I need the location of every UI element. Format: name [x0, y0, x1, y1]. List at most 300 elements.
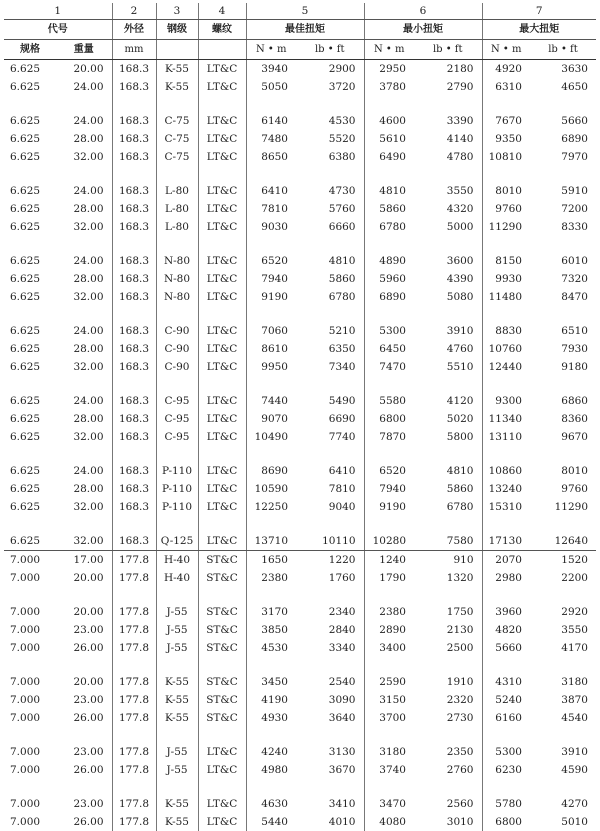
spacer-cell — [296, 376, 364, 392]
cell-opt-lbft: 6350 — [296, 340, 364, 358]
spacer-cell — [198, 516, 246, 532]
cell-weight: 24.00 — [56, 392, 112, 410]
cell-max-lbft: 11290 — [530, 498, 596, 516]
spacer-cell — [4, 516, 56, 532]
cell-max-lbft: 6890 — [530, 130, 596, 148]
cell-max-lbft: 3910 — [530, 743, 596, 761]
group-spacer — [4, 727, 596, 743]
cell-min-lbft: 1320 — [414, 569, 482, 587]
cell-opt-nm: 6140 — [246, 112, 296, 130]
table-row — [4, 795, 596, 813]
table-row — [4, 603, 596, 621]
cell-min-lbft: 3010 — [414, 813, 482, 831]
cell-opt-nm: 4980 — [246, 761, 296, 779]
cell-grade: C-75 — [156, 130, 198, 148]
cell-opt-lbft: 10110 — [296, 532, 364, 551]
cell-size: 6.625 — [4, 340, 56, 358]
cell-min-lbft: 5860 — [414, 480, 482, 498]
cell-thread: ST&C — [198, 691, 246, 709]
spacer-cell — [364, 587, 414, 603]
spacer-cell — [482, 376, 530, 392]
cell-opt-lbft: 6660 — [296, 218, 364, 236]
cell-max-nm: 7670 — [482, 112, 530, 130]
cell-opt-lbft: 1760 — [296, 569, 364, 587]
header-code: 代号 — [4, 20, 112, 40]
cell-size: 7.000 — [4, 621, 56, 639]
col-number-4: 4 — [198, 3, 246, 20]
table-row — [4, 691, 596, 709]
cell-min-nm: 2380 — [364, 603, 414, 621]
cell-max-lbft: 5910 — [530, 182, 596, 200]
cell-max-lbft: 5660 — [530, 112, 596, 130]
spacer-cell — [296, 657, 364, 673]
cell-min-nm: 3400 — [364, 639, 414, 657]
cell-size: 7.000 — [4, 691, 56, 709]
table-row — [4, 130, 596, 148]
column-number-row — [4, 3, 596, 20]
cell-opt-nm: 4930 — [246, 709, 296, 727]
cell-min-lbft: 5510 — [414, 358, 482, 376]
spacer-cell — [482, 587, 530, 603]
col-number-7: 7 — [482, 3, 596, 20]
cell-weight: 24.00 — [56, 112, 112, 130]
spacer-cell — [4, 306, 56, 322]
page — [0, 3, 600, 825]
header-min-lbft: lb • ft — [414, 40, 482, 60]
cell-opt-lbft: 4810 — [296, 252, 364, 270]
cell-size: 7.000 — [4, 551, 56, 570]
cell-size: 6.625 — [4, 112, 56, 130]
cell-opt-lbft: 5520 — [296, 130, 364, 148]
cell-size: 6.625 — [4, 200, 56, 218]
spacer-cell — [364, 727, 414, 743]
cell-od: 177.8 — [112, 621, 156, 639]
cell-od: 168.3 — [112, 322, 156, 340]
cell-size: 6.625 — [4, 462, 56, 480]
cell-thread: LT&C — [198, 112, 246, 130]
group-spacer — [4, 516, 596, 532]
spacer-cell — [364, 236, 414, 252]
group-spacer — [4, 779, 596, 795]
table-row — [4, 358, 596, 376]
cell-od: 177.8 — [112, 551, 156, 570]
cell-min-lbft: 3390 — [414, 112, 482, 130]
cell-max-nm: 9930 — [482, 270, 530, 288]
cell-opt-lbft: 6780 — [296, 288, 364, 306]
spacer-cell — [156, 96, 198, 112]
cell-max-nm: 4920 — [482, 60, 530, 79]
table-row — [4, 60, 596, 79]
cell-max-nm: 5660 — [482, 639, 530, 657]
table-row — [4, 498, 596, 516]
cell-size: 7.000 — [4, 673, 56, 691]
cell-opt-nm: 9950 — [246, 358, 296, 376]
cell-opt-lbft: 4530 — [296, 112, 364, 130]
cell-size: 6.625 — [4, 218, 56, 236]
cell-od: 177.8 — [112, 569, 156, 587]
cell-opt-nm: 8690 — [246, 462, 296, 480]
spacer-cell — [414, 376, 482, 392]
cell-min-nm: 6800 — [364, 410, 414, 428]
cell-thread: LT&C — [198, 252, 246, 270]
cell-weight: 20.00 — [56, 673, 112, 691]
spacer-cell — [414, 779, 482, 795]
spacer-cell — [246, 446, 296, 462]
cell-max-lbft: 8330 — [530, 218, 596, 236]
cell-max-lbft: 12640 — [530, 532, 596, 551]
cell-opt-nm: 7810 — [246, 200, 296, 218]
cell-weight: 32.00 — [56, 498, 112, 516]
cell-thread: LT&C — [198, 78, 246, 96]
cell-min-lbft: 4760 — [414, 340, 482, 358]
spacer-cell — [4, 779, 56, 795]
cell-weight: 23.00 — [56, 743, 112, 761]
cell-od: 168.3 — [112, 200, 156, 218]
cell-min-nm: 3740 — [364, 761, 414, 779]
spacer-cell — [246, 166, 296, 182]
cell-od: 168.3 — [112, 392, 156, 410]
cell-max-lbft: 4540 — [530, 709, 596, 727]
cell-opt-nm: 3850 — [246, 621, 296, 639]
cell-max-lbft: 8470 — [530, 288, 596, 306]
spacer-cell — [364, 446, 414, 462]
spacer-cell — [4, 587, 56, 603]
spacer-cell — [56, 166, 112, 182]
cell-opt-lbft: 1220 — [296, 551, 364, 570]
table-row — [4, 743, 596, 761]
spacer-cell — [112, 779, 156, 795]
spacer-cell — [56, 727, 112, 743]
cell-grade: J-55 — [156, 603, 198, 621]
cell-grade: L-80 — [156, 182, 198, 200]
cell-min-lbft: 910 — [414, 551, 482, 570]
cell-opt-lbft: 4010 — [296, 813, 364, 831]
cell-weight: 32.00 — [56, 218, 112, 236]
cell-max-nm: 3960 — [482, 603, 530, 621]
cell-size: 7.000 — [4, 639, 56, 657]
cell-opt-lbft: 3410 — [296, 795, 364, 813]
cell-min-nm: 7470 — [364, 358, 414, 376]
cell-od: 177.8 — [112, 743, 156, 761]
spacer-cell — [112, 96, 156, 112]
cell-size: 6.625 — [4, 358, 56, 376]
cell-od: 168.3 — [112, 218, 156, 236]
cell-opt-nm: 9030 — [246, 218, 296, 236]
table-row — [4, 621, 596, 639]
cell-od: 168.3 — [112, 130, 156, 148]
cell-weight: 32.00 — [56, 288, 112, 306]
cell-weight: 23.00 — [56, 691, 112, 709]
spacer-cell — [4, 376, 56, 392]
spacer-cell — [56, 236, 112, 252]
spacer-cell — [56, 779, 112, 795]
cell-od: 177.8 — [112, 709, 156, 727]
cell-od: 168.3 — [112, 428, 156, 446]
spacer-cell — [246, 236, 296, 252]
cell-min-lbft: 5800 — [414, 428, 482, 446]
cell-min-nm: 4080 — [364, 813, 414, 831]
cell-opt-nm: 7440 — [246, 392, 296, 410]
cell-size: 7.000 — [4, 709, 56, 727]
torque-table — [4, 3, 596, 831]
header-weight: 重量 — [56, 40, 112, 60]
cell-opt-lbft: 5490 — [296, 392, 364, 410]
cell-thread: LT&C — [198, 462, 246, 480]
cell-od: 177.8 — [112, 639, 156, 657]
cell-thread: LT&C — [198, 410, 246, 428]
cell-max-lbft: 3630 — [530, 60, 596, 79]
cell-min-lbft: 4390 — [414, 270, 482, 288]
cell-opt-nm: 4240 — [246, 743, 296, 761]
cell-od: 177.8 — [112, 795, 156, 813]
cell-max-lbft: 4650 — [530, 78, 596, 96]
cell-max-nm: 11480 — [482, 288, 530, 306]
cell-max-lbft: 6510 — [530, 322, 596, 340]
cell-size: 7.000 — [4, 743, 56, 761]
cell-min-nm: 4810 — [364, 182, 414, 200]
cell-od: 168.3 — [112, 60, 156, 79]
spacer-cell — [56, 446, 112, 462]
cell-min-nm: 3700 — [364, 709, 414, 727]
cell-min-lbft: 5020 — [414, 410, 482, 428]
cell-min-lbft: 2560 — [414, 795, 482, 813]
cell-thread: ST&C — [198, 709, 246, 727]
group-spacer — [4, 236, 596, 252]
cell-weight: 28.00 — [56, 410, 112, 428]
cell-min-nm: 3150 — [364, 691, 414, 709]
cell-grade: K-55 — [156, 78, 198, 96]
cell-weight: 20.00 — [56, 60, 112, 79]
cell-max-nm: 5300 — [482, 743, 530, 761]
cell-thread: ST&C — [198, 639, 246, 657]
spacer-cell — [246, 376, 296, 392]
cell-max-nm: 5780 — [482, 795, 530, 813]
cell-thread: LT&C — [198, 743, 246, 761]
cell-od: 168.3 — [112, 480, 156, 498]
cell-min-nm: 6450 — [364, 340, 414, 358]
spacer-cell — [530, 587, 596, 603]
spacer-cell — [56, 657, 112, 673]
cell-weight: 32.00 — [56, 148, 112, 166]
spacer-cell — [296, 236, 364, 252]
table-row — [4, 148, 596, 166]
cell-min-lbft: 2320 — [414, 691, 482, 709]
spacer-cell — [482, 727, 530, 743]
cell-grade: C-95 — [156, 410, 198, 428]
cell-max-lbft: 4170 — [530, 639, 596, 657]
cell-max-nm: 6800 — [482, 813, 530, 831]
spacer-cell — [530, 516, 596, 532]
header-size: 规格 — [4, 40, 56, 60]
spacer-cell — [482, 657, 530, 673]
cell-max-nm: 17130 — [482, 532, 530, 551]
spacer-cell — [530, 236, 596, 252]
cell-opt-nm: 7060 — [246, 322, 296, 340]
spacer-cell — [56, 587, 112, 603]
cell-grade: P-110 — [156, 462, 198, 480]
cell-od: 177.8 — [112, 813, 156, 831]
header-thread: 螺纹 — [198, 20, 246, 40]
spacer-cell — [296, 446, 364, 462]
cell-min-lbft: 5080 — [414, 288, 482, 306]
spacer-cell — [414, 96, 482, 112]
cell-size: 6.625 — [4, 60, 56, 79]
cell-min-lbft: 2180 — [414, 60, 482, 79]
cell-max-lbft: 7200 — [530, 200, 596, 218]
cell-opt-nm: 7940 — [246, 270, 296, 288]
spacer-cell — [4, 96, 56, 112]
cell-opt-nm: 3170 — [246, 603, 296, 621]
spacer-cell — [364, 376, 414, 392]
cell-weight: 24.00 — [56, 252, 112, 270]
spacer-cell — [198, 657, 246, 673]
header-max-nm: N • m — [482, 40, 530, 60]
cell-size: 6.625 — [4, 428, 56, 446]
cell-weight: 23.00 — [56, 621, 112, 639]
spacer-cell — [246, 587, 296, 603]
spacer-cell — [156, 376, 198, 392]
cell-max-lbft: 2200 — [530, 569, 596, 587]
spacer-cell — [414, 446, 482, 462]
spacer-cell — [112, 166, 156, 182]
cell-opt-nm: 8650 — [246, 148, 296, 166]
cell-grade: C-95 — [156, 392, 198, 410]
spacer-cell — [198, 96, 246, 112]
spacer-cell — [530, 779, 596, 795]
cell-weight: 17.00 — [56, 551, 112, 570]
table-body — [4, 60, 596, 831]
header-thread-blank — [198, 40, 246, 60]
spacer-cell — [364, 657, 414, 673]
spacer-cell — [414, 236, 482, 252]
cell-opt-nm: 4530 — [246, 639, 296, 657]
cell-max-nm: 2070 — [482, 551, 530, 570]
cell-min-lbft: 2790 — [414, 78, 482, 96]
cell-max-nm: 9350 — [482, 130, 530, 148]
cell-min-lbft: 4140 — [414, 130, 482, 148]
cell-opt-lbft: 9040 — [296, 498, 364, 516]
cell-max-nm: 4820 — [482, 621, 530, 639]
cell-max-lbft: 7320 — [530, 270, 596, 288]
cell-opt-nm: 2380 — [246, 569, 296, 587]
spacer-cell — [112, 306, 156, 322]
spacer-cell — [364, 516, 414, 532]
header-optimum-torque: 最佳扭矩 — [246, 20, 364, 40]
spacer-cell — [414, 657, 482, 673]
spacer-cell — [112, 376, 156, 392]
group-spacer — [4, 166, 596, 182]
cell-thread: LT&C — [198, 480, 246, 498]
cell-od: 168.3 — [112, 358, 156, 376]
cell-min-nm: 3780 — [364, 78, 414, 96]
table-row — [4, 551, 596, 570]
spacer-cell — [530, 657, 596, 673]
spacer-cell — [364, 306, 414, 322]
spacer-cell — [482, 446, 530, 462]
spacer-cell — [156, 516, 198, 532]
cell-opt-lbft: 3670 — [296, 761, 364, 779]
cell-weight: 26.00 — [56, 761, 112, 779]
cell-thread: LT&C — [198, 270, 246, 288]
cell-opt-nm: 5050 — [246, 78, 296, 96]
cell-opt-nm: 12250 — [246, 498, 296, 516]
cell-opt-lbft: 2340 — [296, 603, 364, 621]
cell-weight: 28.00 — [56, 130, 112, 148]
table-row — [4, 813, 596, 831]
cell-grade: L-80 — [156, 200, 198, 218]
group-spacer — [4, 376, 596, 392]
cell-thread: LT&C — [198, 498, 246, 516]
col-number-2: 2 — [112, 3, 156, 20]
cell-min-nm: 4600 — [364, 112, 414, 130]
cell-min-lbft: 4120 — [414, 392, 482, 410]
cell-weight: 32.00 — [56, 532, 112, 551]
cell-opt-lbft: 3720 — [296, 78, 364, 96]
cell-opt-nm: 4190 — [246, 691, 296, 709]
cell-opt-nm: 9070 — [246, 410, 296, 428]
spacer-cell — [156, 306, 198, 322]
cell-thread: LT&C — [198, 428, 246, 446]
table-row — [4, 462, 596, 480]
table-row — [4, 480, 596, 498]
header-opt-lbft: lb • ft — [296, 40, 364, 60]
cell-size: 6.625 — [4, 410, 56, 428]
cell-grade: H-40 — [156, 569, 198, 587]
cell-min-lbft: 2730 — [414, 709, 482, 727]
cell-opt-lbft: 5860 — [296, 270, 364, 288]
cell-od: 177.8 — [112, 603, 156, 621]
table-row — [4, 182, 596, 200]
spacer-cell — [482, 516, 530, 532]
cell-grade: L-80 — [156, 218, 198, 236]
spacer-cell — [530, 376, 596, 392]
cell-size: 6.625 — [4, 148, 56, 166]
header-grade: 钢级 — [156, 20, 198, 40]
cell-thread: LT&C — [198, 60, 246, 79]
header-od: 外径 — [112, 20, 156, 40]
cell-opt-lbft: 2900 — [296, 60, 364, 79]
cell-od: 168.3 — [112, 288, 156, 306]
cell-max-nm: 11340 — [482, 410, 530, 428]
table-row — [4, 252, 596, 270]
cell-max-lbft: 9180 — [530, 358, 596, 376]
cell-size: 7.000 — [4, 813, 56, 831]
cell-grade: C-90 — [156, 340, 198, 358]
header-min-torque: 最小扭矩 — [364, 20, 482, 40]
cell-min-lbft: 2500 — [414, 639, 482, 657]
cell-grade: K-55 — [156, 60, 198, 79]
group-spacer — [4, 306, 596, 322]
spacer-cell — [296, 779, 364, 795]
cell-min-lbft: 5000 — [414, 218, 482, 236]
cell-opt-nm: 3940 — [246, 60, 296, 79]
cell-thread: ST&C — [198, 569, 246, 587]
cell-max-nm: 6160 — [482, 709, 530, 727]
header-grade-blank — [156, 40, 198, 60]
cell-max-nm: 15310 — [482, 498, 530, 516]
cell-min-nm: 5610 — [364, 130, 414, 148]
group-spacer — [4, 657, 596, 673]
spacer-cell — [156, 779, 198, 795]
cell-min-nm: 2590 — [364, 673, 414, 691]
spacer-cell — [198, 166, 246, 182]
cell-od: 177.8 — [112, 673, 156, 691]
cell-weight: 28.00 — [56, 270, 112, 288]
cell-thread: LT&C — [198, 358, 246, 376]
cell-min-lbft: 4810 — [414, 462, 482, 480]
cell-size: 7.000 — [4, 761, 56, 779]
spacer-cell — [414, 306, 482, 322]
